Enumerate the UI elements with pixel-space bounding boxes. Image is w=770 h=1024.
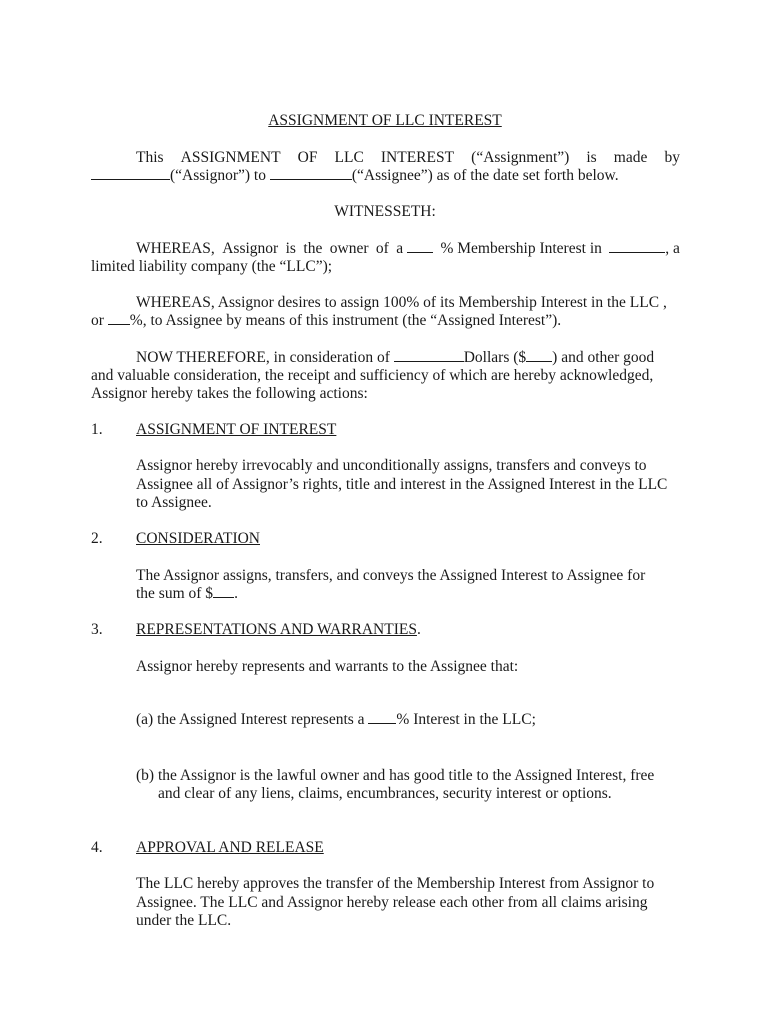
section-2-number: 2.	[91, 530, 103, 547]
now-therefore-text: Dollars ($	[463, 349, 527, 366]
assignee-name-blank[interactable]	[270, 167, 352, 180]
sum-amount-blank[interactable]	[213, 585, 234, 598]
section-1-text-2: Assignee all of Assignor’s rights, title and interest in the Assigned Interest in the LLC	[136, 476, 668, 493]
intro-text: (“Assignor”) to	[170, 167, 270, 184]
now-therefore-line-2: and valuable consideration, the receipt and sufficiency of which are hereby acknowledged,	[91, 367, 654, 384]
intro-word: is	[586, 149, 597, 166]
intro-word: INTEREST	[380, 149, 455, 166]
section-4-number: 4.	[91, 839, 103, 856]
intro-word: This	[136, 149, 164, 166]
whereas-text: %, to Assignee by means of this instrument (the “Assigned Interest”).	[129, 312, 562, 329]
consideration-amount-blank[interactable]	[526, 349, 552, 362]
section-3-heading: REPRESENTATIONS AND WARRANTIES	[136, 621, 417, 638]
whereas-word: is	[285, 240, 296, 257]
whereas-word: a	[396, 240, 404, 257]
section-2-text: .	[234, 585, 238, 602]
whereas-word: , a	[665, 240, 680, 257]
intro-word: made	[613, 149, 648, 166]
assign-percent-blank[interactable]	[108, 312, 130, 325]
intro-line-1	[136, 149, 680, 168]
consideration-words-blank[interactable]	[394, 349, 464, 362]
section-4-text-2: Assignee. The LLC and Assignor hereby release each other from all claims arising	[136, 894, 648, 911]
whereas-text: or	[91, 312, 108, 329]
whereas-word: of	[375, 240, 389, 257]
whereas-2-line-2	[91, 312, 561, 331]
section-2-text: the sum of $	[136, 585, 214, 602]
whereas-2-line-1: WHEREAS, Assignor desires to assign 100% of its Membership Interest in the LLC ,	[136, 294, 667, 311]
whereas-word: % Membership Interest in	[440, 240, 602, 257]
section-1-text-1: Assignor hereby irrevocably and unconditionally assigns, transfers and conveys to	[136, 457, 647, 474]
intro-line-2	[91, 167, 619, 186]
intro-word: (“Assignment”)	[471, 149, 570, 166]
whereas-1-line-1	[136, 240, 680, 259]
section-2-text-2	[136, 585, 238, 604]
witnesseth-heading: WITNESSETH:	[334, 203, 436, 220]
intro-word: by	[664, 149, 680, 166]
section-3-clause-a	[136, 711, 536, 730]
section-3-heading-suffix: .	[416, 621, 421, 638]
section-2-text-1: The Assignor assigns, transfers, and conveys the Assigned Interest to Assignee for	[136, 567, 646, 584]
section-3-clause-b-2: and clear of any liens, claims, encumbrances, security interest or options.	[158, 785, 612, 802]
section-3-text-1: Assignor hereby represents and warrants to the Assignee that:	[136, 658, 519, 675]
interest-percent-blank[interactable]	[368, 711, 396, 724]
now-therefore-group	[136, 349, 654, 368]
section-4-heading: APPROVAL AND RELEASE	[136, 839, 324, 856]
section-3-number: 3.	[91, 621, 103, 638]
membership-percent-blank[interactable]	[407, 240, 433, 253]
intro-word: ASSIGNMENT	[180, 149, 281, 166]
intro-text: (“Assignee”) as of the date set forth below.	[351, 167, 619, 184]
document-title: ASSIGNMENT OF LLC INTEREST	[268, 112, 502, 129]
now-therefore-text: ) and other good	[552, 349, 655, 366]
whereas-word: WHEREAS,	[136, 240, 215, 257]
now-therefore-line-3: Assignor hereby takes the following actions:	[91, 385, 368, 402]
whereas-word: Assignor	[222, 240, 279, 257]
whereas-1-line-2: limited liability company (the “LLC”);	[91, 258, 333, 275]
whereas-word: owner	[329, 240, 369, 257]
now-therefore-line-1	[136, 349, 680, 368]
intro-word: LLC	[334, 149, 364, 166]
whereas-word-group	[609, 240, 680, 259]
intro-word: OF	[297, 149, 318, 166]
section-1-number: 1.	[91, 421, 103, 438]
section-1-heading: ASSIGNMENT OF INTEREST	[136, 421, 337, 438]
clause-a-text: (a) the Assigned Interest represents a	[136, 711, 369, 728]
assignor-name-blank[interactable]	[91, 167, 170, 180]
section-3-clause-b-1: (b) the Assignor is the lawful owner and has good title to the Assigned Interest, free	[136, 767, 655, 784]
section-4-text-1: The LLC hereby approves the transfer of the Membership Interest from Assignor to	[136, 875, 655, 892]
now-therefore-text: NOW THEREFORE, in consideration of	[136, 349, 390, 366]
llc-name-blank[interactable]	[609, 240, 665, 253]
section-4-text-3: under the LLC.	[136, 912, 232, 929]
section-3-heading-row	[136, 621, 421, 640]
clause-a-text: % Interest in the LLC;	[396, 711, 536, 728]
section-2-heading: CONSIDERATION	[136, 530, 260, 547]
section-1-text-3: to Assignee.	[136, 494, 212, 511]
whereas-word-group	[396, 240, 433, 259]
whereas-word: the	[303, 240, 323, 257]
